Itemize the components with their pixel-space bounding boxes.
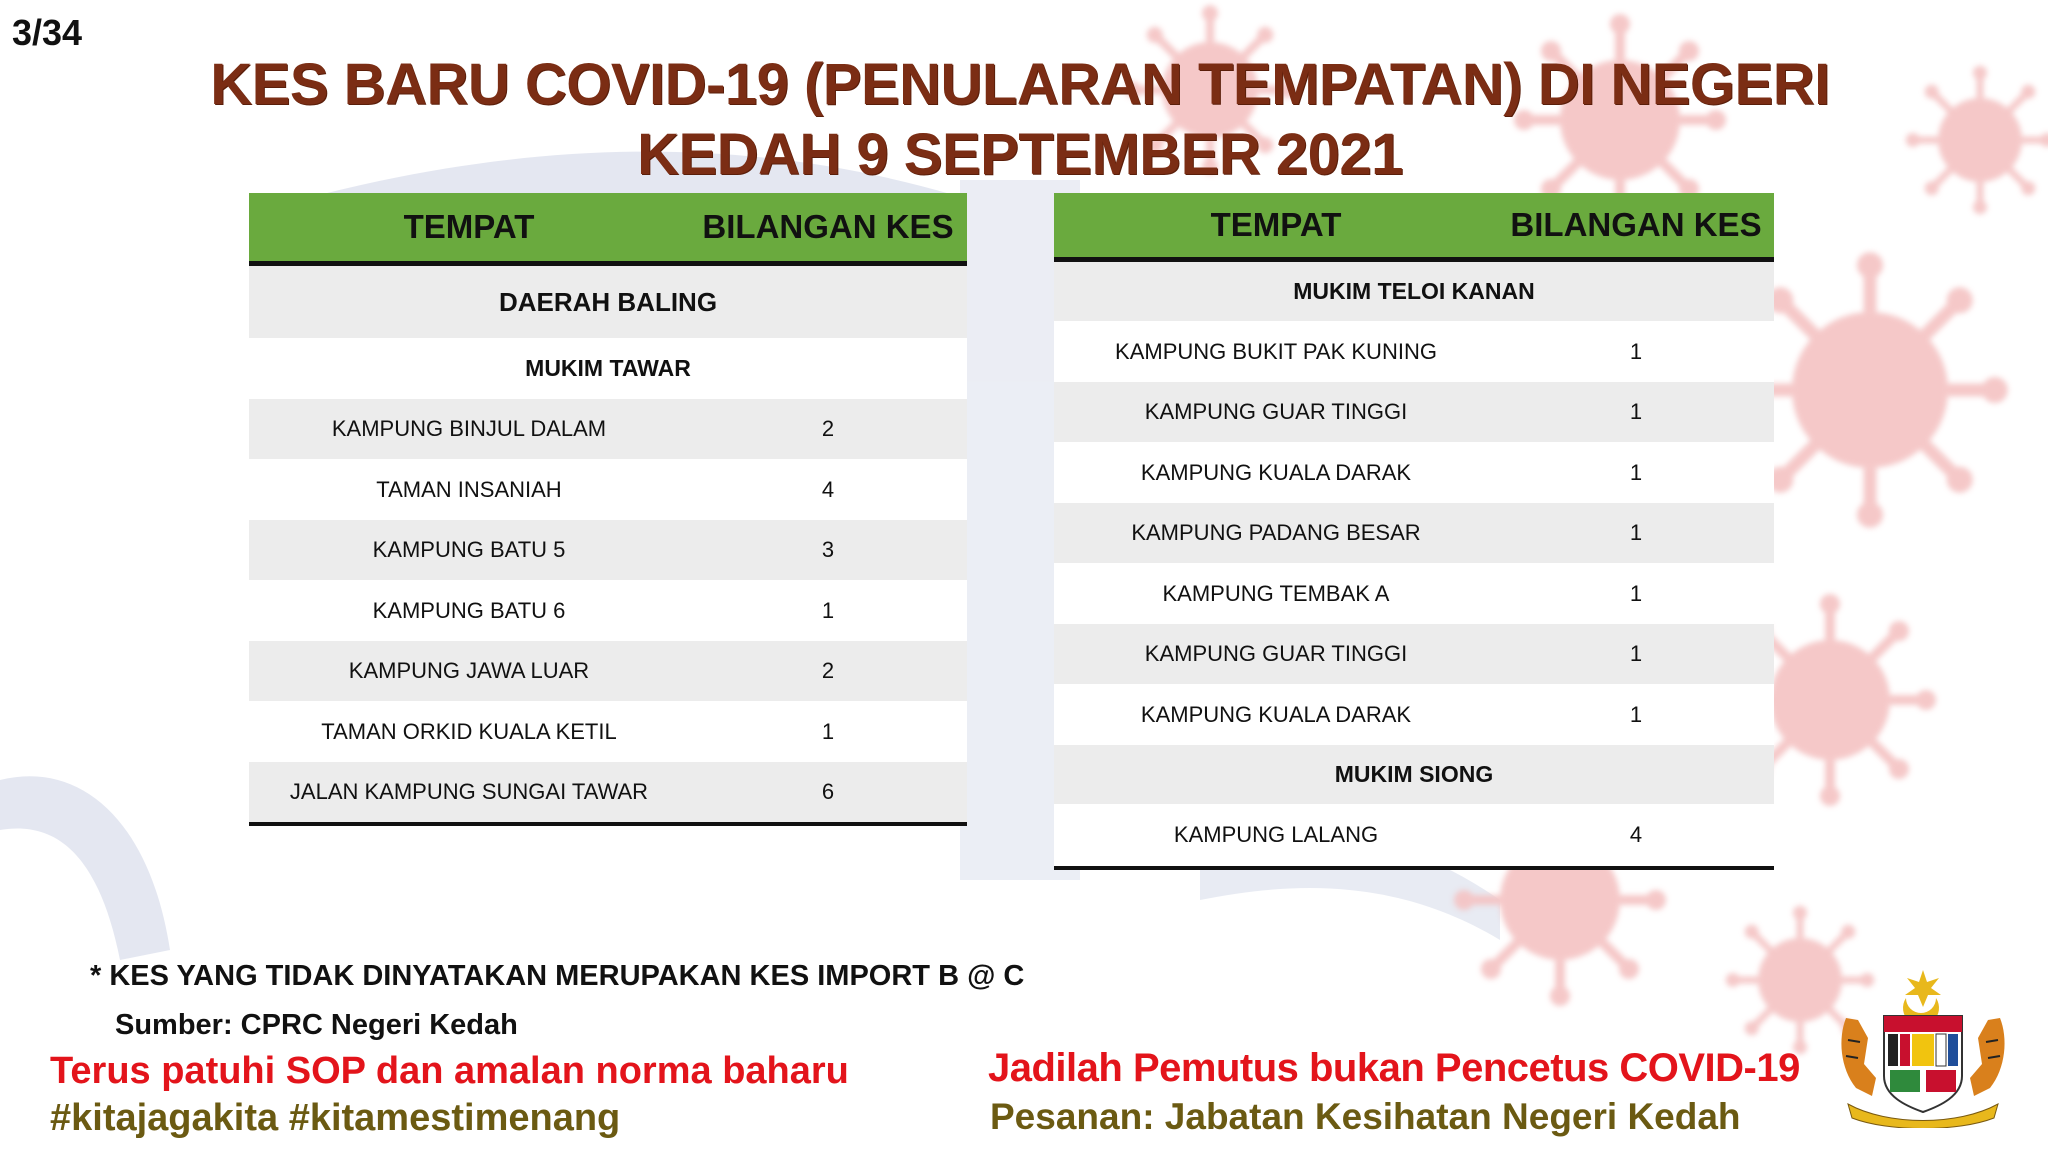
table-row [1054,563,1774,624]
malaysia-coat-of-arms-icon [1828,968,2018,1128]
cases-cell: 4 [1629,822,1643,847]
place-cell: KAMPUNG JAWA LUAR [348,658,590,683]
section-row: MUKIM TAWAR [249,338,967,399]
footnote: * KES YANG TIDAK DINYATAKAN MERUPAKAN KES IMPORT B @ C [90,960,1025,992]
cases-cell: 1 [821,718,835,744]
table-bottom-border [249,822,967,826]
table-row [1054,684,1774,745]
left-case-table [249,193,967,826]
place-cell: KAMPUNG LALANG [1173,822,1379,847]
right-table-rows-siong [1054,804,1774,866]
table-header [249,193,967,266]
table-row [249,520,967,580]
page-title [200,50,1840,190]
source-note: Sumber: CPRC Negeri Kedah [115,1009,518,1041]
cases-cell: 1 [1629,580,1643,606]
title-line-2: KEDAH 9 SEPTEMBER 2021 [637,122,1403,187]
table-header [1054,193,1774,262]
cases-cell: 6 [821,779,835,804]
place-cell: TAMAN INSANIAH [376,476,562,502]
table-row [249,459,967,520]
pesanan-note: Pesanan: Jabatan Kesihatan Negeri Kedah [990,1096,1741,1137]
left-table-rows [249,399,967,822]
place-cell: KAMPUNG GUAR TINGGI [1144,641,1408,666]
place-cell: KAMPUNG PADANG BESAR [1131,520,1421,545]
cases-cell: 1 [1629,701,1643,727]
place-cell: KAMPUNG BINJUL DALAM [331,416,607,441]
page-counter: 3/34 [12,12,83,53]
cases-cell: 1 [1629,399,1643,424]
hashtags: #kitajagakita #kitamestimenang [50,1097,621,1139]
cases-cell: 1 [821,597,835,623]
table-row [249,762,967,822]
section-row: MUKIM TELOI KANAN [1054,262,1774,321]
table-row [249,641,967,701]
cases-cell: 3 [821,537,835,562]
table-row [249,580,967,641]
cases-cell: 2 [821,658,835,683]
right-table-rows-teloi-kanan [1054,321,1774,745]
place-cell: KAMPUNG KUALA DARAK [1140,701,1412,727]
table-row [249,701,967,762]
cases-cell: 1 [1629,641,1643,666]
cases-cell: 1 [1629,520,1643,545]
cases-cell: 4 [821,476,835,502]
slogan: Jadilah Pemutus bukan Pencetus COVID-19 [988,1046,1800,1090]
title-line-1: KES BARU COVID-19 (PENULARAN TEMPATAN) DI NEGERI [210,52,1830,117]
table-row [1054,382,1774,442]
table-bottom-border [1054,866,1774,870]
column-header-tempat: TEMPAT [1210,206,1342,243]
column-header-bilangan-kes: BILANGAN KES [702,208,954,245]
sop-message: Terus patuhi SOP dan amalan norma baharu [50,1050,849,1092]
table-row [1054,804,1774,866]
table-row [1054,442,1774,503]
right-case-table [1054,193,1774,870]
cases-cell: 2 [821,416,835,441]
table-row [1054,321,1774,382]
place-cell: KAMPUNG BATU 5 [372,537,566,562]
district-row: DAERAH BALING [249,266,967,338]
place-cell: JALAN KAMPUNG SUNGAI TAWAR [289,779,649,804]
place-cell: KAMPUNG BATU 6 [372,597,566,623]
table-row [1054,624,1774,684]
cases-cell: 1 [1629,459,1643,485]
place-cell: TAMAN ORKID KUALA KETIL [321,718,617,744]
place-cell: KAMPUNG GUAR TINGGI [1144,399,1408,424]
table-row [1054,503,1774,563]
table-row [249,399,967,459]
place-cell: KAMPUNG BUKIT PAK KUNING [1115,338,1437,364]
column-header-tempat: TEMPAT [403,208,535,245]
column-header-bilangan-kes: BILANGAN KES [1510,206,1762,243]
section-row: MUKIM SIONG [1054,745,1774,804]
cases-cell: 1 [1629,338,1643,364]
place-cell: KAMPUNG KUALA DARAK [1140,459,1412,485]
place-cell: KAMPUNG TEMBAK A [1162,580,1390,606]
